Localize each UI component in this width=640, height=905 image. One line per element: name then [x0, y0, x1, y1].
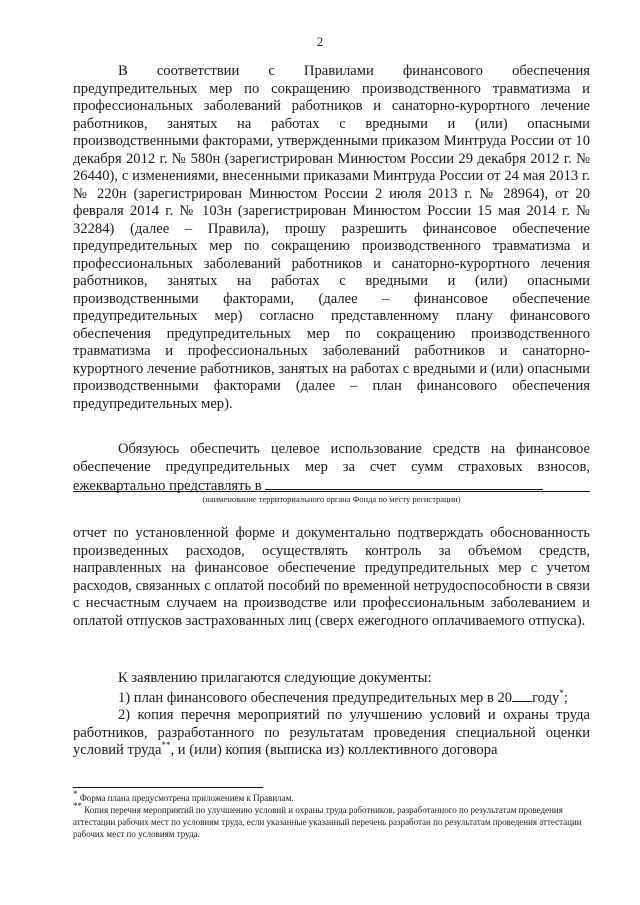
footnote-2-mark: **: [73, 801, 82, 811]
attachment-item-1: [73, 688, 590, 708]
attachment-item-2-text-b: , и (или) копия (выписка из) коллективного договора: [170, 742, 498, 758]
fund-office-field: [73, 491, 590, 504]
attachment-item-1-prefix: 1) план финансового обеспечения предупредительных мер в 20: [118, 689, 513, 706]
page-number: 2: [316, 34, 324, 49]
footnote-2-text: Копия перечня мероприятий по улучшению условий и охраны труда работников, разработанного по результатам проведения аттестации рабочих мест по условиям труда, если указанные указанный перечень разработан по результатам проведения аттестации рабочих мест по условиям труда.: [73, 805, 582, 839]
attachments-heading: К заявлению прилагаются следующие документы:: [118, 670, 432, 686]
attachments-section: [73, 670, 590, 760]
footnote-2: [73, 801, 590, 840]
paragraph-obligation: [73, 441, 590, 496]
footnote-1-text: Форма плана предусмотрена приложением к Правилам.: [79, 793, 294, 803]
footnote-1: [73, 789, 590, 804]
year-blank: [512, 688, 532, 702]
paragraph-obligation-text: Обязуюсь обеспечить целевое использование средств на финансовое обеспечение предупредительных мер за счет сумм страховых взносов, ежеквартально представлять в: [73, 441, 590, 494]
footnote-separator: [73, 787, 263, 788]
attachment-item-1-end: ;: [563, 689, 568, 706]
footnote-mark-1: *: [559, 687, 564, 698]
attachment-item-2: [73, 707, 590, 760]
footnote-mark-2: **: [161, 740, 171, 751]
fund-office-caption: (наименование территориального органа Фонда по месту регистрации): [202, 494, 461, 504]
fund-office-line: [73, 491, 590, 492]
paragraph-report: отчет по установленной форме и документально подтверждать обоснованность произведенных расходов, осуществлять контроль за объемом средств, направленных на финансовое обеспечение предупредительных мер с учетом расходов, связанных с оплатой пособий по временной нетрудоспособности в связи с несчастным случаем на производстве или профессиональным заболеванием и оплатой отпусков застрахованных лиц (сверх ежегодного оплачиваемого отпуска).: [73, 525, 590, 629]
attachment-item-1-suffix: году: [532, 689, 560, 706]
fund-office-fill-line: [265, 476, 543, 490]
paragraph-request: В соответствии с Правилами финансового обеспечения предупредительных мер по сокращению производственного травматизма и профессиональных заболеваний работников и санаторно-курортного лечение работников, занятых на работах с вредными и (или) опасными производственными факторами, утвержденными приказом Минтруда России от 10 декабря 2012 г. № 580н (зарегистрирован Минюстом России 29 декабря 2012 г. № 26440), с изменениями, внесенными приказами Минтруда России от 24 мая 2013 г. № 220н (зарегистрирован Минюстом России 2 июля 2013 г. № 28964), от 20 февраля 2014 г. № 103н (зарегистрирован Минюстом России 15 мая 2014 г. № 32284) (далее – Правила), прошу разрешить финансовое обеспечение предупредительных мер по сокращению производственного травматизма и профессиональных заболеваний работников и санаторно-курортного лечения работников, занятых на работах с вредными и (или) опасными производственными факторами, (далее – финансовое обеспечение предупредительных мер) согласно представленному плану финансового обеспечения предупредительных мер по сокращению производственного травматизма и профессиональных заболеваний работников и санаторно-курортного лечение работников, занятых на работах с вредными и (или) опасными производственными факторами (далее – план финансового обеспечения предупредительных мер).: [73, 63, 590, 412]
footnote-1-mark: *: [73, 789, 78, 799]
footnotes: [73, 789, 590, 840]
attachment-item-2-text-a: 2) копия перечня мероприятий по улучшению условий и охраны труда работников, разработанного по результатам проведения специальной оценки условий труда: [73, 707, 590, 758]
